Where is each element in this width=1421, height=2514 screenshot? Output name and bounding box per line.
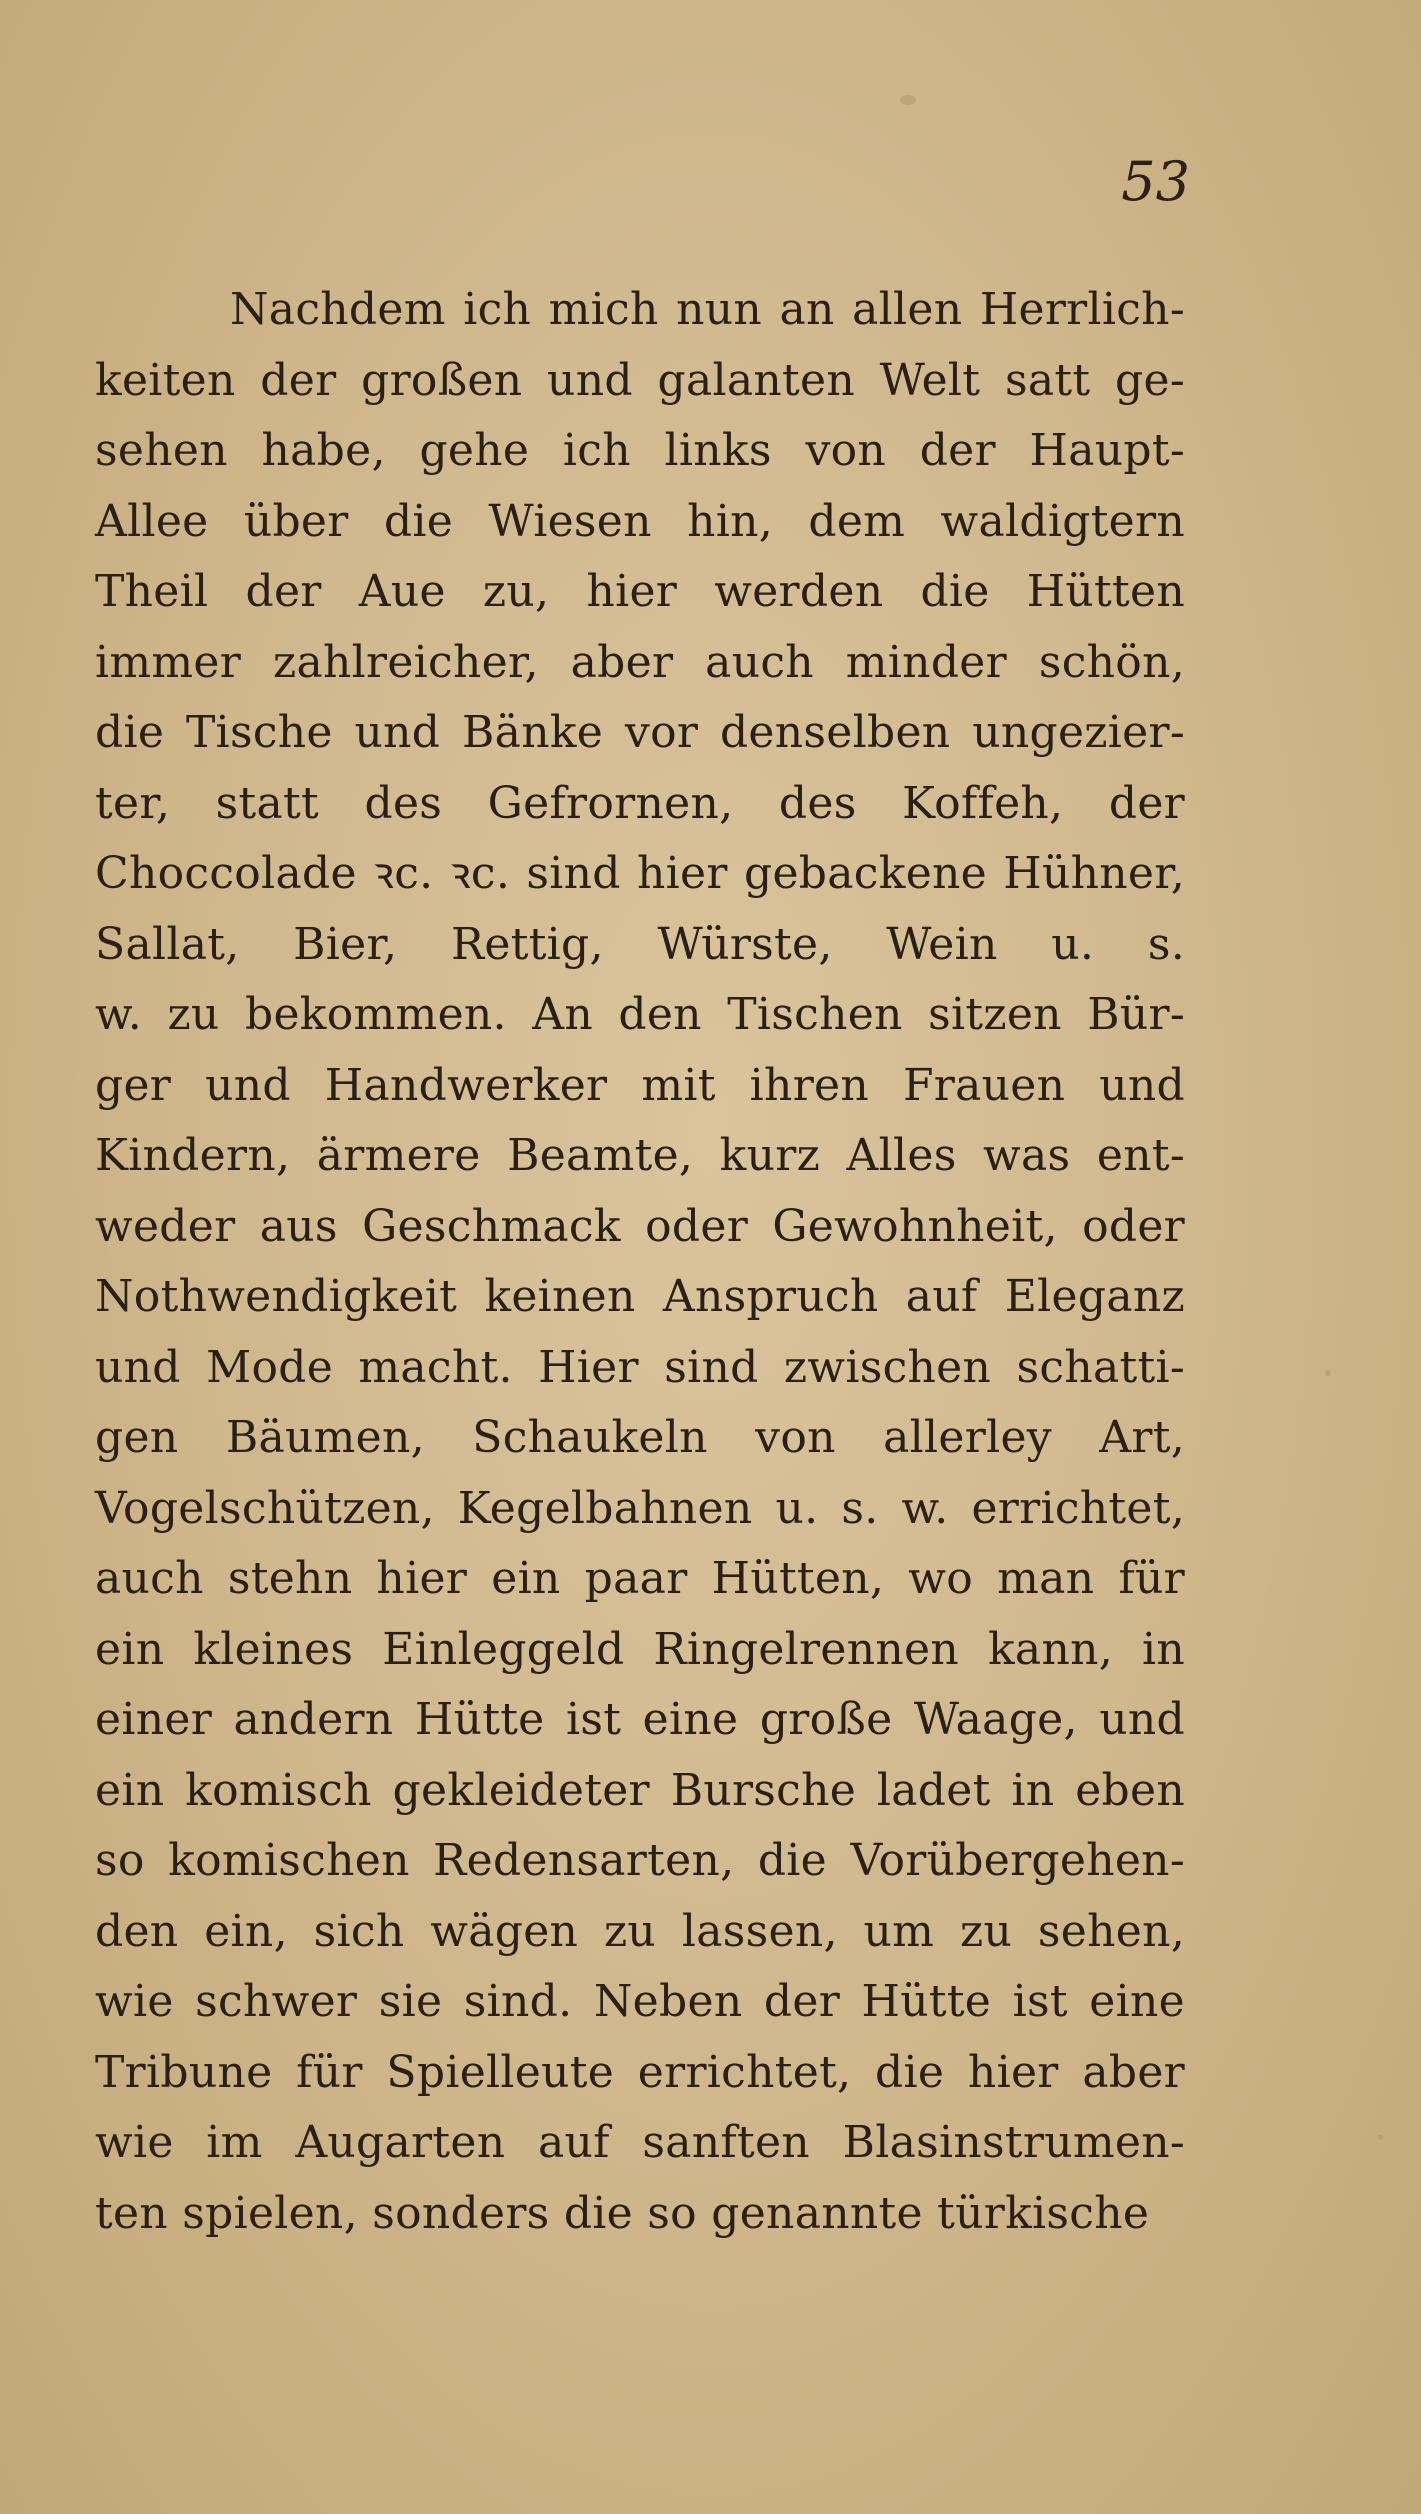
paper-stain (1378, 2135, 1383, 2140)
text-line: den ein, sich wägen zu lassen, um zu sehen, (95, 1905, 1185, 1957)
paper-stain (1325, 1370, 1331, 1376)
text-line: die Tische und Bänke vor denselben ungezier- (95, 707, 1185, 758)
text-line: sehen habe, gehe ich links von der Haupt- (95, 425, 1185, 476)
text-line: Sallat, Bier, Rettig, Würste, Wein u. s. (95, 918, 1185, 970)
text-line: Tribune für Spielleute errichtet, die hier aber (95, 2046, 1185, 2098)
text-line: auch stehn hier ein paar Hütten, wo man für (95, 1553, 1185, 1604)
text-line: keiten der großen und galanten Welt satt ge- (95, 354, 1185, 406)
text-line: wie schwer sie sind. Neben der Hütte ist eine (95, 1976, 1185, 2027)
text-line: ein kleines Einleggeld Ringelrennen kann, in (95, 1623, 1185, 1675)
page-number: 53 (1121, 150, 1190, 213)
text-line: Theil der Aue zu, hier werden die Hütten (95, 566, 1185, 617)
text-line: ger und Handwerker mit ihren Frauen und (95, 1059, 1185, 1111)
text-line: Choccolade ꝛc. ꝛc. sind hier gebackene Hühner, (95, 848, 1185, 899)
text-line: so komischen Redensarten, die Vorübergehen- (95, 1835, 1185, 1886)
text-line: Kindern, ärmere Beamte, kurz Alles was ent- (95, 1130, 1185, 1181)
text-line: Nothwendigkeit keinen Anspruch auf Eleganz (95, 1271, 1185, 1322)
text-line: ter, statt des Gefrornen, des Koffeh, der (95, 777, 1185, 829)
text-line: ten spielen, sonders die so genannte türkische (95, 2187, 1150, 2239)
text-line: gen Bäumen, Schaukeln von allerley Art, (95, 1412, 1185, 1463)
text-line: w. zu bekommen. An den Tischen sitzen Bür- (95, 989, 1185, 1040)
text-line: wie im Augarten auf sanften Blasinstrumen- (95, 2117, 1185, 2168)
text-line: einer andern Hütte ist eine große Waage, und (95, 1694, 1185, 1745)
text-line: Allee über die Wiesen hin, dem waldigtern (95, 495, 1185, 547)
body-text (95, 275, 1185, 2249)
text-line: immer zahlreicher, aber auch minder schön, (95, 636, 1185, 688)
text-line: und Mode macht. Hier sind zwischen schatti- (95, 1341, 1185, 1393)
text-line: ein komisch gekleideter Bursche ladet in eben (95, 1764, 1185, 1816)
text-line: weder aus Geschmack oder Gewohnheit, oder (95, 1200, 1185, 1252)
text-line: Nachdem ich mich nun an allen Herrlich- (230, 284, 1185, 335)
paper-stain (900, 95, 916, 105)
text-line: Vogelschützen, Kegelbahnen u. s. w. errichtet, (95, 1482, 1185, 1534)
